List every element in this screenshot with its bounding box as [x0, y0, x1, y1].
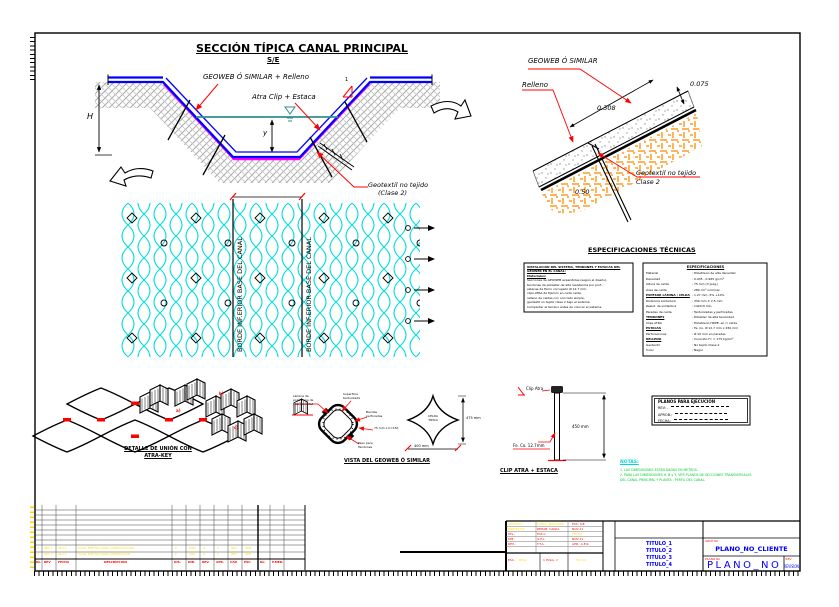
cell-view-drawing: [295, 396, 466, 451]
stake-clip-label: Clip Atra: [526, 386, 544, 391]
dash-line: [674, 419, 728, 420]
detail-geoweb-label: GEOWEB Ó SIMILAR: [528, 57, 598, 65]
specs-title: ESPECIFICACIONES TÉCNICAS: [588, 246, 696, 254]
cell-dim-height: 475 mm: [466, 416, 481, 420]
stake-caption: CLIP ATRA + ESTACA: [500, 468, 558, 474]
detail-geotextil-2: Clase 2: [636, 178, 660, 186]
cellview-size: 75 mm x h=150: [374, 426, 399, 430]
detail-dim-0075: 0.075: [690, 80, 709, 88]
specs-right-box: ESPECIFICACIONES Material : Polietileno de alta densidad Densidad : 0.935 - 0.965 g/cm³ Altura de celda : 75 mm (3 pulg.) Área de celda : 289 cm² nominal ESPESOR LÁMINA / CELDA : 1.27 mm -5% +10% Distancia soldadura : 330 mm ± 2.5 mm Resist. de soldadura : 1420 N mín. Paredes de celda : Texturizadas y perforadas TENDONES : Poliéster de alta tenacidad Clips ATRA : Polietileno HDPE, en c/ celda ESTACAS : Fe. Co. Ø 12.7 mm x 450 mm Perforaciones : Ø 10 mm en paredes RELLENO : Concreto f'c = 175 kg/cm² Geotextil : No tejido Clase 2 Color : Negro: [646, 265, 765, 354]
ejecucion-aprob: APROB.:: [658, 413, 727, 417]
specs-right-title: ESPECIFICACIONES: [686, 265, 725, 269]
dim-y: y: [263, 129, 268, 137]
note-line-1: 1. LAS DIMENSIONES ESTÁN DADAS EN METROS.: [620, 468, 698, 472]
ejecucion-rev: REV: -: [658, 406, 729, 410]
slope-detail-drawing: [522, 69, 702, 222]
detail-dim-0308: 0.308: [597, 104, 616, 112]
stake-dim: 450 mm: [572, 424, 589, 429]
notes-title: NOTAS:: [620, 460, 639, 465]
rev-label: REV: [785, 556, 792, 561]
label-geotextil-2: (Clase 2): [378, 189, 407, 197]
ejecucion-title: PLANOS PARA EJECUCIÓN: [658, 399, 716, 404]
cell-dim-width: 400 mm: [414, 444, 429, 448]
plan-edge-label-left: BORDE INF.ERIOR BASE DEL CANAL: [236, 237, 244, 352]
cellview-lamina: Lámina de polietileno de alta densidad: [293, 394, 314, 406]
bottom-ruler-ticks: [34, 571, 801, 576]
plano-no: PLANO_NO: [707, 559, 782, 571]
union-mark-a: a): [176, 408, 181, 413]
drawing-sheet: SECCIÓN TÍPICA CANAL PRINCIPAL S/E GEOWEB Ó SIMILAR + Relleno Atra Clip + Estaca Geotextil no tejido (Clase 2) H y 1 BORDE INF.ERIOR BASE DEL CANAL BORDE INF.ERIOR BASE DEL CANAL GEOWEB Ó SIMILAR Relleno 0.308 0.075 0.50 Geotextil no tejido Clase 2 ESPECIFICACIONES TÉCNICAS INSTALACIÓN DEL SISTEMA, TENDONES Y ESTACAS DEL GEOWEB EN EL CANAL: Materiales: Secciones de GEOWEB expandidas (según el diseño), tendones de poliéster de alta resistencia por prof., estacas de fierro corrugado Ø 12.7 mm, clips ATRA de fijación en cada celda, relleno de celdas con concreto simple, geotextil no tejido clase 2 bajo el sistema. Compactar el terreno antes de colocar el sistema. ESPECIFICACIONES Material : Polietileno de alta densidad Densidad : 0.935 - 0.965 g/cm³ Altura de celda : 75 mm (3 pulg.) Área de celda : 289 cm² nominal ESPESOR LÁMINA / CELDA : 1.27 mm -5% +10% Distancia soldadura : 330 mm ± 2.5 mm Resist. de soldadura : 1420 N mín. Paredes de celda : Texturizadas y perforadas TENDONES : Poliéster de alta tenacidad Clips ATRA : Polietileno HDPE, en c/ celda ESTACAS : Fe. Co. Ø 12.7 mm x 450 mm Perforaciones : Ø 10 mm en paredes RELLENO : Concreto f'c = 175 kg/cm² Geotextil : No tejido Clase 2 Color : Negro DETALLE DE UNIÓN CON ATRA-KEY a) b) c) Lámina de polietileno de alta densidad Superficie texturizada Bandas perforadas 75 mm x h=150 Paso para Tendones CELDA TÍPICA 475 mm 400 mm VISTA DEL GEOWEB Ó SIMILAR Clip Atra Fe. Co. 12.7mm 450 mm CLIP ATRA + ESTACA PLANOS PARA EJECUCIÓN REV: - APROB.: FECHA: NOTAS: 1. LAS DIMENSIONES ESTÁN DADAS EN METROS. 2. PARA LAS DIMENSIONES H, B y Y, VER PLANOS DE SECCIONES TRANSVERSALES DEL CANAL PRINCIPAL Y PLANTA - PERFIL DEL CANAL. 1 REV 1 05-11 PLAN. EMITIDO PARA CONSTRUCCIÓN P MRC G F JMG AER 2 REV 2 06-11 PLAN. EMITIDO PARA APROBACIÓN P MRC G F JMG AER No REV FECHA DESCRIPCIÓN DIS. DIB. REV. APR. CAD ESC. No P.MED. ARCHIVO: CANAL_PRIN.DWG ESC: S/E PROYECTO: REHAB. CANAL NOV-11 DIS.: M.R.C. FECHA: DIB.: G.P.L. NOV-11 REV.: F.T.A. APR.: A.E.R. ESC. REAL 1 PULG. = 50 mm TITULO_1 TITULO_2 TITULO_3 TITULO_4 ARCH No PLANO_NO_CLIENTE PLANO No PLANO_NO REV REVISION: [0, 0, 839, 607]
union-detail-drawing: [33, 379, 313, 452]
titleblock-title-1: TITULO_1: [646, 540, 672, 547]
revision-text: REVISION: [784, 563, 799, 569]
ejecucion-fecha: FECHA:: [658, 419, 728, 423]
cellview-superficie: Superficie texturizada: [343, 392, 361, 400]
cellview-paso: Paso para Tendones: [358, 441, 373, 449]
label-geotextil-1: Geotextil no tejido: [368, 181, 429, 189]
stake-detail-drawing: [513, 386, 606, 461]
plan-edge-label-right: BORDE INF.ERIOR BASE DEL CANAL: [305, 237, 313, 352]
stake-rod-label: Fe. Co. 12.7mm: [513, 443, 545, 448]
plan-mesh-drawing: [120, 193, 435, 357]
slope-ratio-num: 1: [345, 77, 349, 83]
titleblock-title-2: TITULO_2: [646, 547, 672, 554]
dash-line: [675, 413, 727, 414]
cellview-caption: VISTA DEL GEOWEB Ó SIMILAR: [344, 458, 430, 464]
cell-text-2: TÍPICA: [428, 418, 438, 422]
union-mark-c: c): [234, 425, 239, 430]
cell-text-1: CELDA: [428, 414, 438, 418]
left-edge-marks: [30, 506, 34, 568]
union-caption-2: ATRA-KEY: [144, 452, 172, 459]
label-atra-clip: Atra Clip + Estaca: [252, 93, 316, 101]
detail-geotextil-1: Geotextil no tejido: [636, 169, 697, 177]
section-title: SECCIÓN TÍPICA CANAL PRINCIPAL: [196, 42, 408, 55]
left-ruler-ticks: [30, 36, 35, 80]
cellview-bandas: Bandas perforadas: [366, 410, 383, 418]
detail-dim-050: 0.50: [575, 188, 590, 196]
specs-left-box: INSTALACIÓN DEL SISTEMA, TENDONES Y ESTACAS DEL GEOWEB EN EL CANAL: Materiales: Secciones de GEOWEB expandidas (según el diseño), tendones de poliéster de alta resistencia por prof., estacas de fierro corrugado Ø 12.7 mm, clips ATRA de fijación en cada celda, relleno de celdas con concreto simple, geotextil no tejido clase 2 bajo el sistema. Compactar el terreno antes de colocar el sistema.: [527, 265, 621, 309]
canal-section-drawing: [95, 75, 471, 188]
label-geoweb-relleno: GEOWEB Ó SIMILAR + Relleno: [203, 73, 310, 81]
dim-h: H: [87, 112, 94, 121]
plano-no-label: PLANO No: [705, 556, 721, 561]
arch-no-label: ARCH No: [705, 538, 719, 543]
flow-arrow-left-icon: [110, 167, 153, 186]
plano-no-cliente: PLANO_NO_CLIENTE: [715, 545, 788, 553]
note-line-2: 2. PARA LAS DIMENSIONES H, B y Y, VER PLANOS DE SECCIONES TRANSVERSALES: [620, 473, 752, 477]
titleblock-title-4: TITULO_4: [646, 561, 672, 568]
detail-relleno-label: Relleno: [522, 81, 549, 89]
section-scale: S/E: [267, 56, 280, 64]
union-caption-1: DETALLE DE UNIÓN CON: [124, 446, 192, 452]
note-line-3: DEL CANAL PRINCIPAL Y PLANTA - PERFIL DEL CANAL.: [620, 478, 706, 482]
dash-line: [671, 406, 729, 407]
titleblock-title-3: TITULO_3: [646, 554, 672, 561]
union-mark-b: b): [219, 391, 224, 396]
